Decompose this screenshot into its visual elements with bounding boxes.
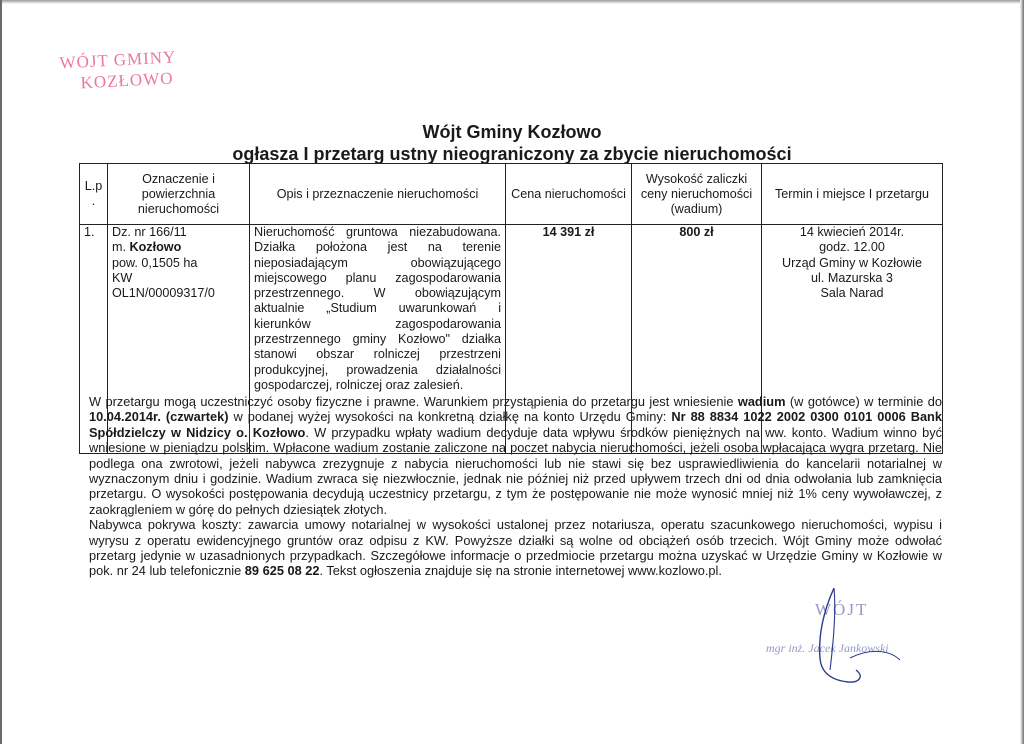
auction-time: godz. 12.00 <box>819 240 885 255</box>
text-span: w podanej wyżej wysokości na konkretną działkę na konto Urzędu Gminy: <box>228 409 672 425</box>
scan-edge-right <box>1020 0 1024 744</box>
header-cena: Cena nieruchomości <box>506 164 632 225</box>
auction-place: Urząd Gminy w Kozłowie <box>782 255 922 270</box>
auction-street: ul. Mazurska 3 <box>811 270 893 285</box>
header-wadium: Wysokość zaliczki ceny nieruchomości (wadium) <box>632 164 762 225</box>
paragraph-costs <box>89 517 942 579</box>
header-opis: Opis i przeznaczenie nieruchomości <box>250 164 506 225</box>
auction-date: 14 kwiecień 2014r. <box>799 225 905 239</box>
scan-edge-top <box>0 0 1024 4</box>
text-span: W przetargu mogą uczestniczyć osoby fizyczne i prawne. Warunkiem przystąpienia do przetargu jest wniesienie <box>89 394 738 409</box>
text-span: . W przypadku wpłaty wadium decyduje data wpływu środków pieniężnych na ww. konto. Wadium winno być wniesione w pieniądzu polskim. Wpłacone wadium zostanie zaliczone na poczet nabycia nieruchomości, jeżeli osoba wpłacająca wygra przetarg. Nie podlega ona zwrotowi, jeżeli nabywca zrezygnuje z nabycia nieruchomości lub nie stawi się bez usprawiedliwienia do kancelarii notarialnej w wyznaczonym dniu i godzinie. Wadium zwraca się niezwłocznie, jednak nie później niż przed upływem trzech dni od dnia odwołania lub zamknięcia przetargu. O wysokości postępowania decydują uczestnicy przetargu, z tym że postępowanie nie może wynosić mniej niż 1% ceny wywoławczej, z zaokrągleniem w górę do pełnych dziesiątek złotych. <box>89 424 942 517</box>
cell-wadium: 800 zł <box>632 225 762 454</box>
cell-lp: 1. <box>80 225 108 454</box>
plot-kw-number: OL1N/00009317/0 <box>112 286 215 301</box>
paragraph-wadium <box>89 394 942 517</box>
header-termin: Termin i miejsce I przetargu <box>762 164 943 225</box>
bold-wadium: wadium <box>737 394 786 409</box>
plot-locality-prefix: m. <box>112 240 130 255</box>
text-span: . Tekst ogłoszenia znajduje się na stronie internetowej www.kozlowo.pl. <box>319 563 722 579</box>
plot-locality <box>112 240 245 255</box>
plot-locality-name: Kozłowo <box>129 240 182 255</box>
bold-phone: 89 625 08 22 <box>244 563 320 579</box>
office-stamp <box>59 44 231 95</box>
bold-bank-account: Nr 88 8834 1022 2002 0300 0101 0006 Bank Spółdzielczy w Nidzicy o. Kozłowo <box>89 409 942 440</box>
table-header-row <box>80 164 943 225</box>
document-subtitle: ogłasza I przetarg ustny nieograniczony za zbycie nieruchomości <box>232 144 792 164</box>
plot-number: Dz. nr 166/11 <box>112 225 187 239</box>
cell-cena: 14 391 zł <box>506 225 632 454</box>
auction-room: Sala Narad <box>820 286 884 301</box>
signature-stamp-name: mgr inż. Jacek Jankowski <box>766 641 889 655</box>
text-span: (w gotówce) w terminie do <box>785 394 942 409</box>
header-lp: L.p . <box>80 164 108 225</box>
office-stamp-line1: WÓJT GMINY <box>59 47 177 73</box>
bold-deadline: 10.04.2014r. (czwartek) <box>89 409 229 425</box>
document-title: Wójt Gminy Kozłowo <box>422 122 602 142</box>
scan-edge-left <box>0 0 2 744</box>
handwritten-signature <box>790 580 910 690</box>
plot-kw-label: KW <box>112 270 133 285</box>
header-oznaczenie: Oznaczenie i powierzchnia nieruchomości <box>108 164 250 225</box>
office-stamp-line2: KOZŁOWO <box>80 68 174 93</box>
text-span: Nabywca pokrywa koszty: zawarcia umowy notarialnej w wysokości ustalonej przez notariusza, operatu szacunkowego nieruchomości, wypisu i wyrysu z operatu ewidencyjnego gruntów oraz odpisu z KW. Powyższe działki są wolne od obciążeń osób trzecich. Wójt Gminy może odwołać przetarg jedynie w uzasadnionych przypadkach. Szczegółowe informacje o przedmiocie przetargu można uzyskać w Urzędzie Gminy w Kozłowie w pok. nr 24 lub telefonicznie <box>89 517 942 579</box>
cell-opis: Nieruchomość gruntowa niezabudowana. Działka położona jest na terenie nieposiadającym obowiązującego miejscowego planu zagospodarowania przestrzennego. W obowiązującym aktualnie „Studium uwarunkowań i kierunków zagospodarowania przestrzennego gminy Kozłowo" działka stanowi obszar rolniczej przestrzeni produkcyjnej, prowadzenia działalności gospodarczej, rolniczej oraz zalesień. <box>250 225 506 454</box>
announcement-body <box>89 394 942 579</box>
signature-stamp-title: WÓJT <box>815 600 869 619</box>
plot-area: pow. 0,1505 ha <box>112 255 198 270</box>
